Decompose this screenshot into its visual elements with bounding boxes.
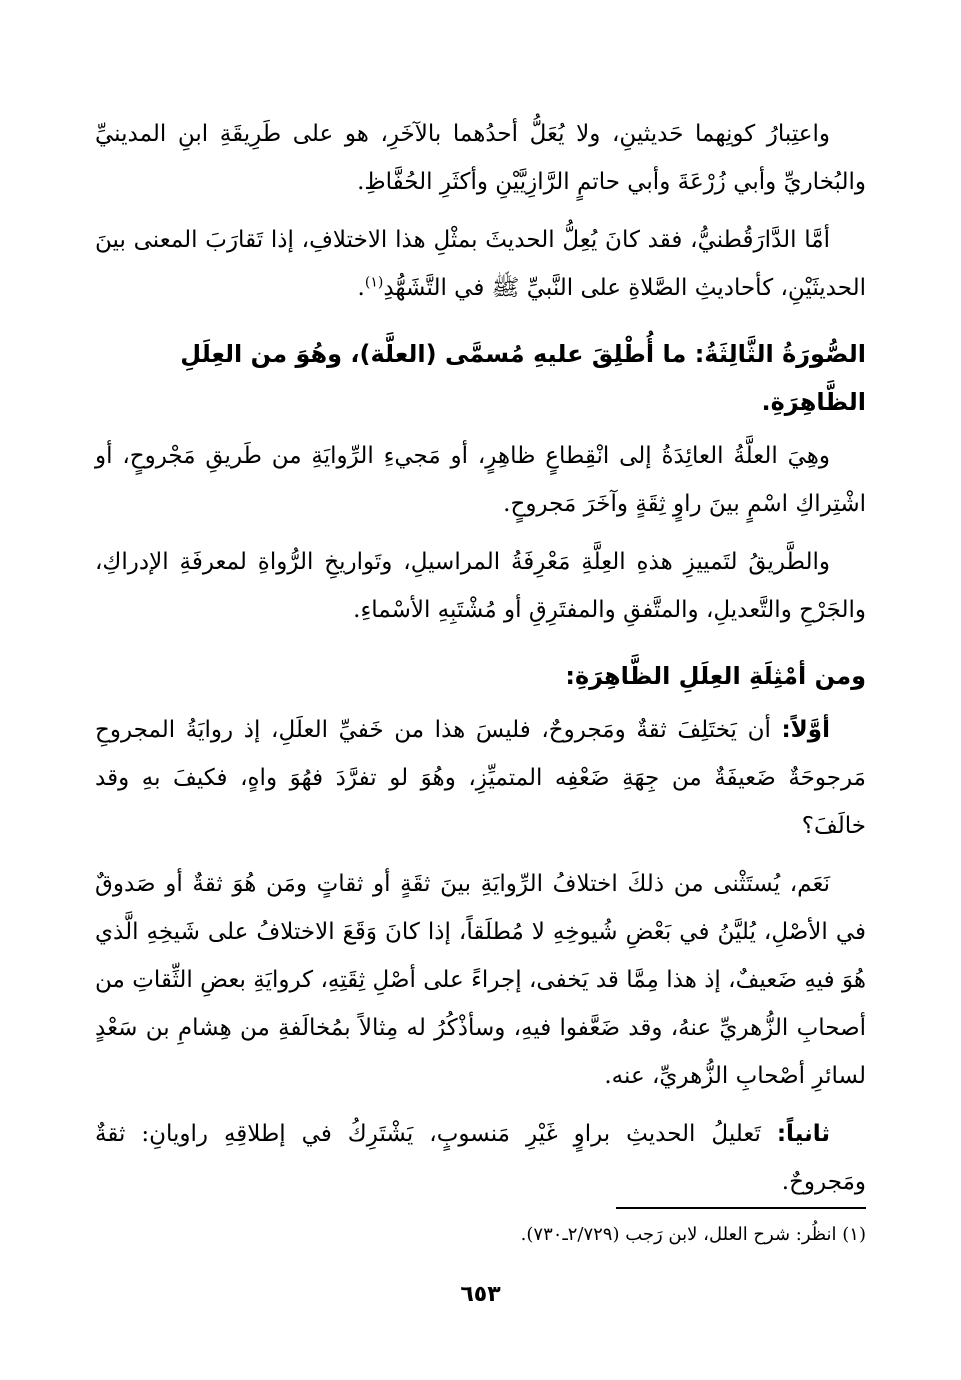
footnote: (١) انظُر: شرح العلل، لابن رَجب (٢/٧٢٩ـ٧٣٠). bbox=[520, 1224, 866, 1245]
paragraph-4: والطَّريقُ لتَمييزِ هذهِ العِلَّةِ مَعْرِفَةُ المراسيلِ، وتَواريخِ الرُّواةِ لمعرفَةِ الإدراكِ، والجَرْحِ والتَّعديلِ، والمتَّفقِ والمفتَرِقِ أو مُشْتَبِهِ الأسْماءِ. bbox=[95, 549, 866, 623]
second-label: ثانياً: bbox=[776, 1121, 830, 1147]
paragraph-3: وهِيَ العلَّةُ العائِدَةُ إلى انْقِطاعٍ ظاهِرٍ، أو مَجيءِ الرِّوايَةِ من طَريقِ مَجْروحٍ، أو اشْتِراكِ اسْمٍ بينَ راوٍ ثِقَةٍ وآخَرَ مَجروحٍ. bbox=[95, 443, 866, 517]
paragraph-5-text: أن يَختَلِفَ ثقةٌ ومَجروحٌ، فليسَ هذا من خَفيِّ العلَلِ، إذ روايَةُ المجروحِ مَرجوحَةٌ ضَعيفَةٌ من جِهَةِ ضَعْفِه المتميِّزِ، وهُوَ لو تفرَّدَ فهُوَ واهٍ، فكيفَ بهِ وقد خالَفَ؟ bbox=[95, 717, 866, 839]
page-number: ٦٥٣ bbox=[460, 1282, 501, 1307]
paragraph-2-end: . bbox=[357, 275, 365, 301]
paragraph-6: نَعَم، يُستَثْنى من ذلكَ اختلافُ الرِّوايَةِ بينَ ثقَةٍ أو ثقاتٍ ومَن هُوَ ثقةٌ أو صَدوقٌ في الأصْلِ، يُليَّنُ في بَعْضِ شُيوخِهِ لا مُطلَقاً، إذا كانَ وَقَعَ الاختلافُ على شَيخِهِ الَّذي هُوَ فيهِ ضَعيفٌ، إذ هذا مِمَّا قد يَخفى، إجراءً على أصْلِ ثِقَتِهِ، كروايَةِ بعضِ الثِّقاتِ من أصحابِ الزُّهريِّ عنهُ، وقد ضَعَّفوا فيهِ، وسأذْكُرُ له مِثالاً بمُخالَفةِ من هِشامِ بن سَعْدٍ لسائرِ أصْحابِ الزُّهريِّ، عنه. bbox=[95, 871, 866, 1089]
first-label: أوَّلاً: bbox=[781, 717, 830, 743]
footnote-divider bbox=[616, 1207, 866, 1209]
paragraph-7 bbox=[95, 1110, 866, 1206]
paragraph-5 bbox=[95, 706, 866, 850]
section-heading-examples: ومن أمْثِلَةِ العِلَلِ الظَّاهِرَةِ: bbox=[565, 662, 866, 690]
paragraph-1: واعتِبارُ كونِهما حَديثينِ، ولا يُعَلُّ أحدُهما بالآخَرِ، هو على طَرِيقَةِ ابنِ المدينيِّ والبُخاريِّ وأبي زُرْعَةَ وأبي حاتمٍ الرَّازِيَّيْنِ وأكثَرِ الحُفَّاظِ. bbox=[95, 121, 866, 195]
section-heading-third-form: الصُّورَةُ الثَّالِثَةُ: ما أُطْلِقَ عليهِ مُسمَّى (العلَّة)، وهُوَ من العِلَلِ الظَّاهِرَةِ. bbox=[180, 340, 866, 416]
paragraph-2 bbox=[95, 216, 866, 312]
paragraph-2-text: أمَّا الدَّارَقُطنيُّ، فقد كانَ يُعِلُّ الحديثَ بمثْلِ هذا الاختلافِ، إذا تَقارَبَ المعنى بينَ الحديثَيْنِ، كأحاديثِ الصَّلاةِ على النَّبيِّ ﷺ في التَّشَهُّدِ bbox=[95, 227, 866, 301]
paragraph-7-text: تَعليلُ الحديثِ براوٍ غَيْرِ مَنسوبٍ، يَشْتَرِكُ في إطلاقِهِ راويانِ: ثقةٌ ومَجروحٌ. bbox=[95, 1121, 866, 1195]
footnote-ref[interactable]: (١) bbox=[364, 274, 384, 291]
